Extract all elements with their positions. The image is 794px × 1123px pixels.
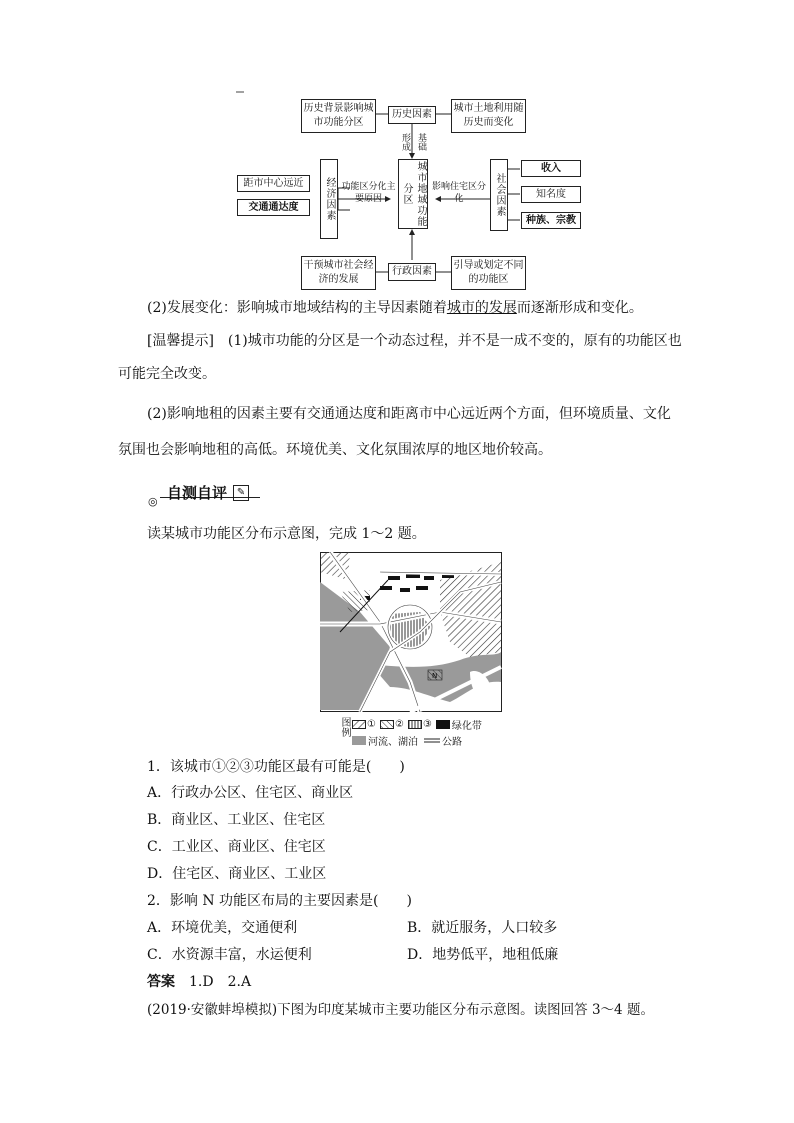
legend-swatch-1 [352, 720, 366, 729]
economic-arrow-label: 功能区分化主要原因 [341, 182, 396, 204]
answer-text: 1.D 2.A [189, 974, 252, 990]
fame-box: 知名度 [521, 186, 581, 203]
q2-option-a: A．环境优美，交通便利 [147, 920, 298, 936]
n-zone-label: N [432, 672, 438, 680]
legend-swatch-3 [408, 720, 422, 729]
history-background-box: 历史背景影响城市功能分区 [301, 99, 376, 133]
intro-text: 读某城市功能区分布示意图，完成 1～2 题。 [147, 526, 426, 542]
q2-option-b: B．就近服务，人口较多 [407, 920, 558, 936]
form-label: 形成 [400, 133, 410, 151]
legend-swatch-road [424, 736, 440, 745]
q1-option-a: A．行政办公区、住宅区、商业区 [147, 785, 354, 801]
next-intro: (2019·安徽蚌埠模拟)下图为印度某城市主要功能区分布示意图。读图回答 3～4 题。 [147, 1002, 654, 1018]
tip2-line2: 氛围也会影响地租的高低。环境优美、文化氛围浓厚的地区地价较高。 [118, 442, 552, 458]
q1-option-d: D．住宅区、商业区、工业区 [147, 866, 327, 882]
q2-option-d: D．地势低平，地租低廉 [407, 947, 559, 963]
q2-option-c: C．水资源丰富，水运便利 [147, 947, 312, 963]
admin-factor-box: 行政因素 [388, 263, 436, 281]
question-2: 2．影响 N 功能区布局的主要因素是( ) [147, 893, 412, 909]
development-change-paragraph [147, 298, 643, 318]
tip1-line1: [温馨提示] (1)城市功能的分区是一个动态过程，并不是一成不变的，原有的功能区也 [147, 333, 682, 349]
q1-option-c: C．工业区、商业区、住宅区 [147, 839, 326, 855]
legend-row-1 [352, 717, 482, 732]
legend-swatch-2 [380, 720, 394, 729]
pencil-icon: ✎ [233, 485, 249, 501]
dev-underline: 城市的发展 [446, 300, 517, 316]
legend-road: 公路 [442, 737, 462, 748]
city-function-map [320, 552, 502, 712]
base-label: 基础 [416, 133, 426, 151]
section-title: 自测自评 [167, 484, 228, 502]
legend-title: 图例 [339, 717, 350, 737]
income-box: 收入 [521, 160, 581, 177]
q1-option-b: B．商业区、工业区、住宅区 [147, 812, 326, 828]
legend-water: 河流、湖泊 [368, 737, 418, 748]
legend-1: ① [367, 719, 376, 730]
dev-prefix: (2)发展变化：影响城市地域结构的主导因素随着 [147, 300, 447, 316]
question-1: 1．该城市①②③功能区最有可能是( ) [147, 759, 405, 775]
legend-row-2 [352, 733, 462, 748]
dev-suffix: 而逐渐形成和变化。 [516, 300, 643, 316]
legend-green: 绿化带 [451, 721, 482, 732]
legend-2: ② [394, 719, 404, 730]
land-use-change-box: 城市土地利用随历史而变化 [451, 99, 526, 133]
ethnic-religion-box: 种族、宗教 [521, 212, 581, 229]
traffic-access-box: 交通通达度 [237, 199, 310, 216]
economic-factor-box: 经济因素 [320, 159, 338, 239]
urban-function-zone-box: 城市地域功能分区 [398, 159, 428, 229]
social-factor-box: 社会因素 [490, 159, 508, 231]
legend-swatch-water [352, 736, 366, 745]
history-factor-box: 历史因素 [388, 106, 436, 124]
answer-line [147, 972, 251, 992]
section-marker: ◎ [148, 495, 158, 508]
section-header [167, 482, 249, 503]
tip1-line2: 可能完全改变。 [118, 366, 216, 382]
answer-label: 答案 [147, 974, 175, 990]
intervene-economy-box: 干预城市社会经济的发展 [301, 256, 376, 290]
social-arrow-label: 影响住宅区分化 [431, 182, 486, 204]
legend-3: ③ [422, 719, 432, 730]
tip2-line1: (2)影响地租的因素主要有交通通达度和距离市中心远近两个方面，但环境质量、文化 [147, 406, 671, 422]
legend-swatch-green [436, 720, 450, 729]
guide-zones-box: 引导或划定不同的功能区 [451, 256, 526, 290]
distance-to-center-box: 距市中心远近 [237, 175, 310, 192]
